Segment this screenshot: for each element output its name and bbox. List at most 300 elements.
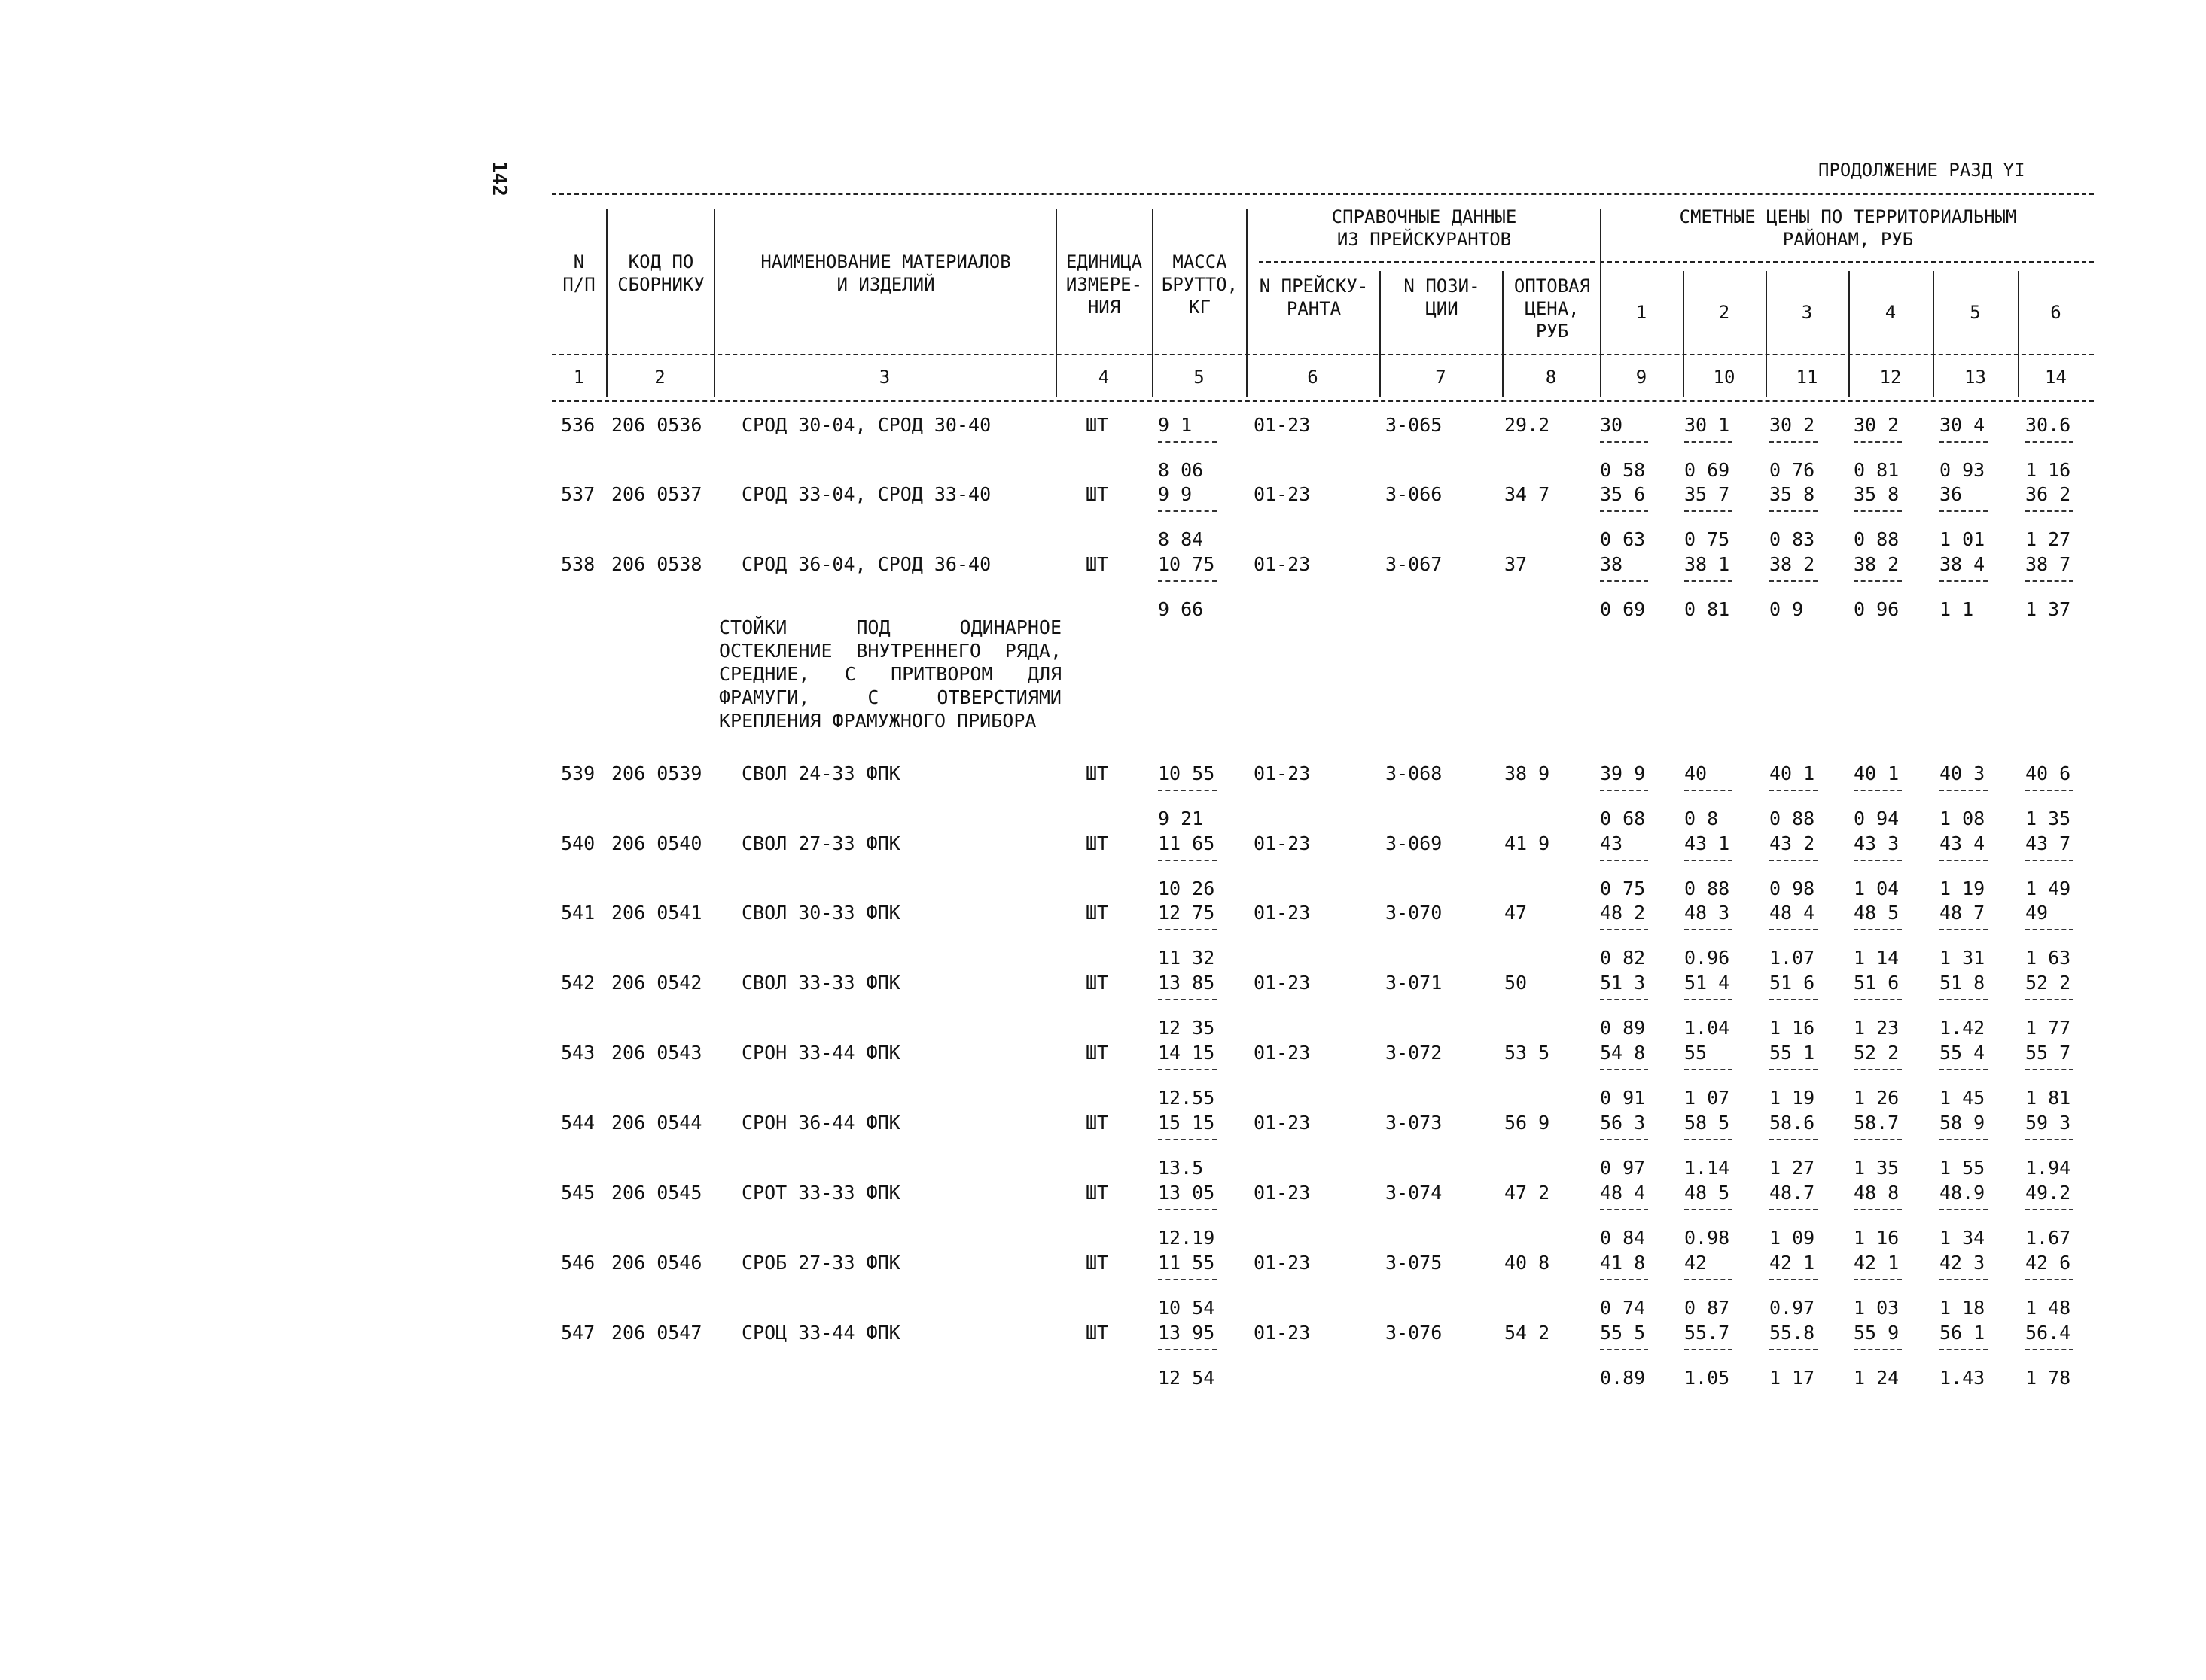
fraction-rule: [1158, 510, 1217, 512]
col-number: 3: [879, 367, 891, 388]
row-mass-net: 9 21: [1158, 808, 1204, 829]
col-number: 8: [1545, 367, 1557, 388]
fraction-rule: [1158, 441, 1217, 443]
row-wholesale-price: 47 2: [1504, 1182, 1550, 1204]
rule-ref: [1259, 261, 1595, 263]
row-number: 539: [561, 762, 596, 784]
fraction-rule: [1939, 1069, 1988, 1070]
row-district-transport: 1.67: [2025, 1227, 2071, 1249]
row-mass-net: 8 84: [1158, 528, 1204, 550]
row-district-price: 48 2: [1600, 902, 1646, 924]
row-number: 545: [561, 1182, 596, 1204]
row-district-transport: 0.98: [1684, 1227, 1730, 1249]
row-price-list: 01-23: [1254, 902, 1311, 924]
row-code: 206 0537: [611, 483, 702, 505]
row-district-price: 40 1: [1769, 762, 1815, 784]
row-district-price: 43 2: [1769, 832, 1815, 854]
row-district-price: 55: [1684, 1042, 1708, 1064]
fraction-rule: [1854, 1349, 1902, 1350]
row-district-transport: 1 16: [1854, 1227, 1900, 1249]
fraction-rule: [1854, 860, 1902, 861]
fraction-rule: [1769, 929, 1818, 930]
fraction-rule: [1854, 1209, 1902, 1210]
row-position: 3-067: [1385, 553, 1443, 575]
fraction-rule: [1939, 1279, 1988, 1280]
row-district-transport: 1 63: [2025, 947, 2071, 969]
row-district-transport: 0 91: [1600, 1087, 1646, 1109]
header-district: 5: [1970, 302, 1981, 323]
row-number: 536: [561, 414, 596, 436]
header-district: 1: [1635, 302, 1647, 323]
row-district-transport: 1 35: [1854, 1157, 1900, 1179]
fraction-rule: [1158, 860, 1217, 861]
fraction-rule: [1769, 860, 1818, 861]
row-price-list: 01-23: [1254, 1322, 1311, 1344]
header-n: N П/П: [562, 251, 596, 295]
row-district-price: 56 1: [1939, 1322, 1985, 1344]
rule-colnums-bottom: [552, 400, 2094, 402]
row-code: 206 0546: [611, 1252, 702, 1274]
row-code: 206 0539: [611, 762, 702, 784]
row-mass: 10 55: [1158, 762, 1215, 784]
row-code: 206 0538: [611, 553, 702, 575]
row-district-price: 42 6: [2025, 1252, 2071, 1274]
row-code: 206 0540: [611, 832, 702, 854]
row-number: 543: [561, 1042, 596, 1064]
row-district-price: 48 7: [1939, 902, 1985, 924]
fraction-rule: [1854, 441, 1902, 443]
row-price-list: 01-23: [1254, 1182, 1311, 1204]
row-district-transport: 0 9: [1769, 598, 1804, 620]
row-district-price: 51 6: [1769, 972, 1815, 994]
row-mass-net: 10 54: [1158, 1297, 1215, 1319]
row-unit: ШТ: [1086, 483, 1109, 505]
row-wholesale-price: 37: [1504, 553, 1528, 575]
row-unit: ШТ: [1086, 1252, 1109, 1274]
row-position: 3-071: [1385, 972, 1443, 994]
fraction-rule: [1854, 1069, 1902, 1070]
row-district-price: 52 2: [1854, 1042, 1900, 1064]
col-number: 4: [1098, 367, 1110, 388]
row-district-transport: 1 49: [2025, 878, 2071, 899]
row-mass-net: 12.55: [1158, 1087, 1215, 1109]
fraction-rule: [1158, 999, 1217, 1000]
fraction-rule: [1158, 790, 1217, 791]
fraction-rule: [1684, 929, 1732, 930]
row-district-price: 48 3: [1684, 902, 1730, 924]
row-wholesale-price: 38 9: [1504, 762, 1550, 784]
row-number: 542: [561, 972, 596, 994]
row-district-price: 48 8: [1854, 1182, 1900, 1204]
row-mass-net: 9 66: [1158, 598, 1204, 620]
row-mass: 9 1: [1158, 414, 1193, 436]
header-district: 3: [1801, 302, 1813, 323]
row-district-transport: 0 98: [1769, 878, 1815, 899]
row-position: 3-076: [1385, 1322, 1443, 1344]
row-position: 3-072: [1385, 1042, 1443, 1064]
row-district-transport: 0 84: [1600, 1227, 1646, 1249]
fraction-rule: [1684, 999, 1732, 1000]
row-number: 544: [561, 1112, 596, 1134]
row-name: СРОД 36-04, СРОД 36-40: [742, 553, 992, 575]
row-unit: ШТ: [1086, 762, 1109, 784]
fraction-rule: [1939, 929, 1988, 930]
row-district-transport: 1 03: [1854, 1297, 1900, 1319]
row-district-transport: 1 78: [2025, 1367, 2071, 1389]
fraction-rule: [1769, 1349, 1818, 1350]
row-district-transport: 1.42: [1939, 1017, 1985, 1039]
row-district-price: 58.7: [1854, 1112, 1900, 1134]
col-number: 2: [654, 367, 666, 388]
row-wholesale-price: 41 9: [1504, 832, 1550, 854]
fraction-rule: [1769, 510, 1818, 512]
header-name: НАИМЕНОВАНИЕ МАТЕРИАЛОВ И ИЗДЕЛИЙ: [760, 251, 1011, 295]
row-unit: ШТ: [1086, 902, 1109, 924]
header-position: N ПОЗИ- ЦИИ: [1403, 275, 1480, 319]
col-number: 7: [1435, 367, 1446, 388]
fraction-rule: [1939, 999, 1988, 1000]
row-district-price: 38 2: [1854, 553, 1900, 575]
row-district-price: 51 3: [1600, 972, 1646, 994]
group-note: СТОЙКИ ПОД ОДИНАРНОЕ ОСТЕКЛЕНИЕ ВНУТРЕННЕГО РЯДА, СРЕДНИЕ, С ПРИТВОРОМ ДЛЯ ФРАМУГИ, С ОТВЕРСТИЯМИ КРЕПЛЕНИЯ ФРАМУЖНОГО ПРИБОРА: [719, 616, 1062, 732]
row-name: СРОЦ 33-44 ФПК: [742, 1322, 900, 1344]
fraction-rule: [1600, 999, 1648, 1000]
fraction-rule: [2025, 1349, 2073, 1350]
row-position: 3-065: [1385, 414, 1443, 436]
header-wholesale: ОПТОВАЯ ЦЕНА, РУБ: [1513, 275, 1591, 342]
row-name: СВОЛ 27-33 ФПК: [742, 832, 900, 854]
row-mass: 13 85: [1158, 972, 1215, 994]
row-district-transport: 1 34: [1939, 1227, 1985, 1249]
row-district-transport: 0 58: [1600, 459, 1646, 481]
fraction-rule: [2025, 1069, 2073, 1070]
header-ref: СПРАВОЧНЫЕ ДАННЫЕ ИЗ ПРЕЙСКУРАНТОВ: [1331, 206, 1517, 250]
row-district-price: 51 6: [1854, 972, 1900, 994]
row-district-price: 56 3: [1600, 1112, 1646, 1134]
row-name: СРОН 36-44 ФПК: [742, 1112, 900, 1134]
row-number: 546: [561, 1252, 596, 1274]
row-position: 3-068: [1385, 762, 1443, 784]
header-price-list: N ПРЕЙСКУ- РАНТА: [1259, 275, 1369, 319]
row-name: СВОЛ 33-33 ФПК: [742, 972, 900, 994]
row-district-price: 35 8: [1854, 483, 1900, 505]
row-district-transport: 1 37: [2025, 598, 2071, 620]
row-district-transport: 1.14: [1684, 1157, 1730, 1179]
row-district-transport: 0.96: [1684, 947, 1730, 969]
row-district-price: 38 2: [1769, 553, 1815, 575]
row-mass: 13 95: [1158, 1322, 1215, 1344]
row-district-price: 40 3: [1939, 762, 1985, 784]
row-district-transport: 1.94: [2025, 1157, 2071, 1179]
fraction-rule: [2025, 860, 2073, 861]
row-district-price: 59 3: [2025, 1112, 2071, 1134]
fraction-rule: [1684, 1069, 1732, 1070]
row-district-price: 43 7: [2025, 832, 2071, 854]
row-mass-net: 12 35: [1158, 1017, 1215, 1039]
row-district-transport: 1 48: [2025, 1297, 2071, 1319]
row-district-transport: 1.07: [1769, 947, 1815, 969]
row-price-list: 01-23: [1254, 1112, 1311, 1134]
fraction-rule: [1769, 580, 1818, 582]
col-number: 1: [573, 367, 585, 388]
row-district-transport: 1 45: [1939, 1087, 1985, 1109]
row-mass: 11 65: [1158, 832, 1215, 854]
col-number: 13: [1964, 367, 1986, 388]
rule-est: [1600, 261, 2094, 263]
row-district-transport: 0 63: [1600, 528, 1646, 550]
row-position: 3-073: [1385, 1112, 1443, 1134]
row-unit: ШТ: [1086, 1322, 1109, 1344]
row-mass-net: 10 26: [1158, 878, 1215, 899]
row-district-transport: 0 75: [1684, 528, 1730, 550]
row-number: 541: [561, 902, 596, 924]
row-district-price: 38 1: [1684, 553, 1730, 575]
row-code: 206 0544: [611, 1112, 702, 1134]
row-district-price: 48 5: [1854, 902, 1900, 924]
row-district-transport: 0 81: [1684, 598, 1730, 620]
fraction-rule: [1600, 1349, 1648, 1350]
row-district-transport: 1 27: [1769, 1157, 1815, 1179]
row-district-price: 38 7: [2025, 553, 2071, 575]
row-district-price: 42 1: [1854, 1252, 1900, 1274]
row-mass: 15 15: [1158, 1112, 1215, 1134]
row-district-price: 51 8: [1939, 972, 1985, 994]
row-district-price: 35 8: [1769, 483, 1815, 505]
row-district-price: 35 7: [1684, 483, 1730, 505]
row-mass-net: 12 54: [1158, 1367, 1215, 1389]
row-number: 537: [561, 483, 596, 505]
header-code: КОД ПО СБОРНИКУ: [617, 251, 705, 295]
fraction-rule: [1854, 929, 1902, 930]
section-continuation: ПРОДОЛЖЕНИЕ РАЗД YI: [1818, 160, 2025, 181]
row-price-list: 01-23: [1254, 832, 1311, 854]
fraction-rule: [2025, 1279, 2073, 1280]
fraction-rule: [1939, 1349, 1988, 1350]
row-mass-net: 13.5: [1158, 1157, 1204, 1179]
row-district-price: 30 2: [1769, 414, 1815, 436]
row-district-transport: 1 26: [1854, 1087, 1900, 1109]
row-district-transport: 0 69: [1684, 459, 1730, 481]
fraction-rule: [1158, 580, 1217, 582]
row-district-transport: 0 87: [1684, 1297, 1730, 1319]
row-district-price: 55 1: [1769, 1042, 1815, 1064]
row-mass: 11 55: [1158, 1252, 1215, 1274]
row-district-transport: 1 08: [1939, 808, 1985, 829]
col-number: 12: [1879, 367, 1902, 388]
fraction-rule: [1158, 929, 1217, 930]
fraction-rule: [1158, 1209, 1217, 1210]
fraction-rule: [2025, 510, 2073, 512]
col-number: 9: [1635, 367, 1647, 388]
row-district-price: 49.2: [2025, 1182, 2071, 1204]
fraction-rule: [1684, 1279, 1732, 1280]
row-district-price: 30.6: [2025, 414, 2071, 436]
row-district-transport: 1.05: [1684, 1367, 1730, 1389]
row-district-transport: 1 14: [1854, 947, 1900, 969]
row-district-price: 38 4: [1939, 553, 1985, 575]
row-district-transport: 1 77: [2025, 1017, 2071, 1039]
row-district-price: 48.9: [1939, 1182, 1985, 1204]
row-district-price: 43 3: [1854, 832, 1900, 854]
row-district-transport: 1 24: [1854, 1367, 1900, 1389]
rule-header-bottom: [552, 354, 2094, 355]
row-unit: ШТ: [1086, 972, 1109, 994]
row-district-price: 49: [2025, 902, 2049, 924]
fraction-rule: [1854, 1139, 1902, 1140]
row-district-transport: 0 88: [1684, 878, 1730, 899]
row-district-price: 48 4: [1600, 1182, 1646, 1204]
fraction-rule: [2025, 999, 2073, 1000]
row-mass: 12 75: [1158, 902, 1215, 924]
row-wholesale-price: 50: [1504, 972, 1528, 994]
fraction-rule: [1854, 1279, 1902, 1280]
row-district-price: 40: [1684, 762, 1708, 784]
row-district-price: 55 5: [1600, 1322, 1646, 1344]
row-district-price: 40 6: [2025, 762, 2071, 784]
fraction-rule: [1600, 1209, 1648, 1210]
row-district-price: 55 7: [2025, 1042, 2071, 1064]
row-district-transport: 0 81: [1854, 459, 1900, 481]
fraction-rule: [1769, 999, 1818, 1000]
row-unit: ШТ: [1086, 832, 1109, 854]
row-district-transport: 1 18: [1939, 1297, 1985, 1319]
row-number: 540: [561, 832, 596, 854]
fraction-rule: [1854, 790, 1902, 791]
row-district-price: 41 8: [1600, 1252, 1646, 1274]
row-district-transport: 0 69: [1600, 598, 1646, 620]
fraction-rule: [1854, 510, 1902, 512]
row-district-transport: 0 75: [1600, 878, 1646, 899]
row-district-price: 40 1: [1854, 762, 1900, 784]
row-position: 3-069: [1385, 832, 1443, 854]
row-price-list: 01-23: [1254, 553, 1311, 575]
row-district-price: 38: [1600, 553, 1623, 575]
row-district-price: 54 8: [1600, 1042, 1646, 1064]
row-unit: ШТ: [1086, 553, 1109, 575]
row-district-transport: 1 16: [2025, 459, 2071, 481]
header-district: 4: [1885, 302, 1897, 323]
row-district-price: 52 2: [2025, 972, 2071, 994]
fraction-rule: [1684, 860, 1732, 861]
row-district-transport: 1 04: [1854, 878, 1900, 899]
row-unit: ШТ: [1086, 1042, 1109, 1064]
fraction-rule: [1600, 1279, 1648, 1280]
col-number: 5: [1193, 367, 1205, 388]
row-district-price: 58 9: [1939, 1112, 1985, 1134]
fraction-rule: [1684, 1139, 1732, 1140]
row-district-transport: 1 31: [1939, 947, 1985, 969]
fraction-rule: [1600, 1069, 1648, 1070]
row-district-transport: 1 01: [1939, 528, 1985, 550]
fraction-rule: [1158, 1139, 1217, 1140]
row-wholesale-price: 53 5: [1504, 1042, 1550, 1064]
fraction-rule: [1600, 929, 1648, 930]
fraction-rule: [1769, 441, 1818, 443]
header-district: 6: [2050, 302, 2061, 323]
fraction-rule: [1158, 1279, 1217, 1280]
row-name: СРОН 33-44 ФПК: [742, 1042, 900, 1064]
row-wholesale-price: 47: [1504, 902, 1528, 924]
fraction-rule: [1854, 580, 1902, 582]
row-code: 206 0536: [611, 414, 702, 436]
row-district-transport: 0 76: [1769, 459, 1815, 481]
fraction-rule: [1684, 441, 1732, 443]
row-unit: ШТ: [1086, 1112, 1109, 1134]
row-district-price: 55 9: [1854, 1322, 1900, 1344]
fraction-rule: [1939, 580, 1988, 582]
row-district-price: 30 2: [1854, 414, 1900, 436]
fraction-rule: [1684, 510, 1732, 512]
fraction-rule: [2025, 790, 2073, 791]
row-district-transport: 1 1: [1939, 598, 1974, 620]
row-district-price: 35 6: [1600, 483, 1646, 505]
row-position: 3-075: [1385, 1252, 1443, 1274]
rule-top: [552, 193, 2094, 195]
row-district-price: 56.4: [2025, 1322, 2071, 1344]
row-mass-net: 8 06: [1158, 459, 1204, 481]
row-district-price: 43: [1600, 832, 1623, 854]
row-mass: 14 15: [1158, 1042, 1215, 1064]
row-district-transport: 0.97: [1769, 1297, 1815, 1319]
col-number: 11: [1796, 367, 1818, 388]
row-district-transport: 1 81: [2025, 1087, 2071, 1109]
row-district-price: 48 5: [1684, 1182, 1730, 1204]
row-position: 3-070: [1385, 902, 1443, 924]
row-district-price: 39 9: [1600, 762, 1646, 784]
fraction-rule: [1684, 1209, 1732, 1210]
row-district-price: 58 5: [1684, 1112, 1730, 1134]
fraction-rule: [1854, 999, 1902, 1000]
row-price-list: 01-23: [1254, 762, 1311, 784]
row-district-transport: 0 68: [1600, 808, 1646, 829]
row-wholesale-price: 40 8: [1504, 1252, 1550, 1274]
fraction-rule: [2025, 1139, 2073, 1140]
fraction-rule: [1158, 1349, 1217, 1350]
row-district-transport: 1 23: [1854, 1017, 1900, 1039]
row-code: 206 0547: [611, 1322, 702, 1344]
row-district-transport: 1 07: [1684, 1087, 1730, 1109]
row-district-transport: 0 96: [1854, 598, 1900, 620]
row-district-price: 42 3: [1939, 1252, 1985, 1274]
row-district-price: 58.6: [1769, 1112, 1815, 1134]
row-price-list: 01-23: [1254, 483, 1311, 505]
fraction-rule: [1769, 1139, 1818, 1140]
row-district-transport: 1 55: [1939, 1157, 1985, 1179]
fraction-rule: [1939, 510, 1988, 512]
fraction-rule: [1684, 1349, 1732, 1350]
row-district-transport: 1 19: [1939, 878, 1985, 899]
row-district-transport: 0 88: [1854, 528, 1900, 550]
row-district-transport: 1.43: [1939, 1367, 1985, 1389]
row-district-price: 36 2: [2025, 483, 2071, 505]
fraction-rule: [1600, 790, 1648, 791]
fraction-rule: [1939, 860, 1988, 861]
fraction-rule: [2025, 1209, 2073, 1210]
row-mass: 10 75: [1158, 553, 1215, 575]
row-wholesale-price: 34 7: [1504, 483, 1550, 505]
row-name: СРОД 33-04, СРОД 33-40: [742, 483, 992, 505]
row-district-transport: 0 8: [1684, 808, 1719, 829]
row-name: СВОЛ 30-33 ФПК: [742, 902, 900, 924]
row-name: СРОБ 27-33 ФПК: [742, 1252, 900, 1274]
row-mass: 13 05: [1158, 1182, 1215, 1204]
row-code: 206 0545: [611, 1182, 702, 1204]
row-district-price: 42: [1684, 1252, 1708, 1274]
row-price-list: 01-23: [1254, 414, 1311, 436]
header-estimated: СМЕТНЫЕ ЦЕНЫ ПО ТЕРРИТОРИАЛЬНЫМ РАЙОНАМ, РУБ: [1679, 206, 2017, 250]
row-district-price: 55.8: [1769, 1322, 1815, 1344]
row-price-list: 01-23: [1254, 972, 1311, 994]
